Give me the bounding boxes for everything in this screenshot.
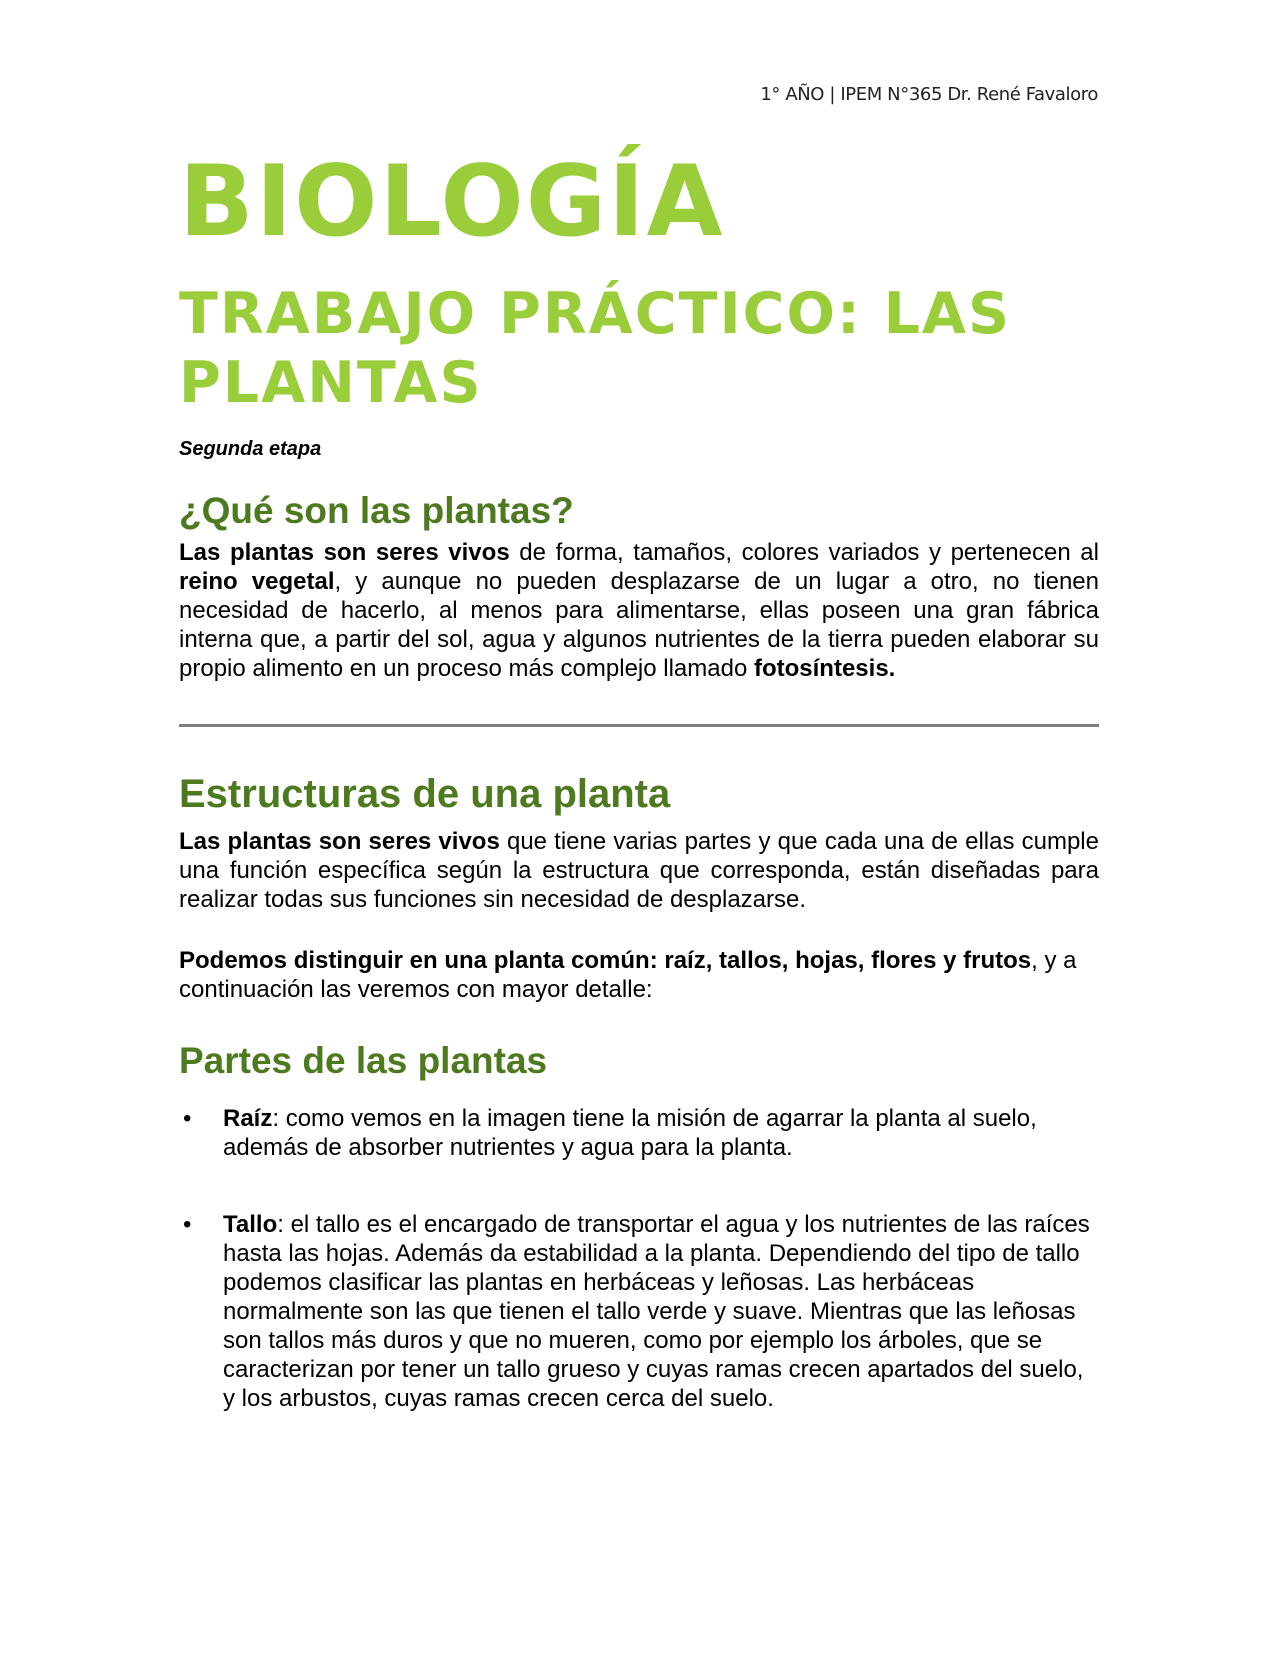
text: , y aunque no pueden desplazarse de un lugar a otro, no tienen necesidad de hacerlo, al menos para alimentarse, ellas poseen una gran fábrica interna que, a partir del sol, agua y algunos nutrientes de la tierra pueden elaborar su propio alimento en un proceso más complejo llamado bbox=[179, 568, 1099, 682]
text: de forma, tamaños, colores variados y pertenecen al bbox=[509, 539, 1099, 566]
bold-text: Podemos distinguir en una planta común: raíz, tallos, hojas, flores y frutos bbox=[179, 947, 1032, 974]
section-structures bbox=[179, 772, 1099, 1004]
term: Tallo bbox=[223, 1211, 278, 1238]
bold-text: reino vegetal bbox=[179, 568, 335, 595]
document-title: BIOLOGÍA bbox=[179, 145, 725, 259]
stage-label: Segunda etapa bbox=[179, 438, 322, 460]
text: que tiene varias partes y que cada una de ellas cumple una función específica según la estructura que corresponda, están diseñadas para realizar todas sus funciones sin necesidad de desplazarse. bbox=[179, 828, 1099, 913]
bold-text: Las plantas son seres vivos bbox=[179, 539, 510, 566]
text: , y a continuación las veremos con mayor detalle: bbox=[179, 947, 1077, 1003]
paragraph bbox=[179, 538, 1099, 683]
text: : el tallo es el encargado de transportar el agua y los nutrientes de las raíces hasta las hojas. Además da estabilidad a la planta. Dependiendo del tipo de tallo podemos clasificar las plantas en herbáceas y leñosas. Las herbáceas normalmente son las que tienen el tallo verde y suave. Mientras que las leñosas son tallos más duros y que no mueren, como por ejemplo los árboles, que se caracterizan por tener un tallo grueso y cuyas ramas crecen apartados del suelo, y los arbustos, cuyas ramas crecen cerca del suelo. bbox=[223, 1211, 1090, 1412]
section-heading: Estructuras de una planta bbox=[179, 772, 671, 816]
bold-text: fotosíntesis. bbox=[753, 655, 896, 682]
list-item bbox=[179, 1104, 1099, 1162]
section-plant-parts bbox=[179, 1040, 1099, 1413]
list-item bbox=[179, 1210, 1099, 1413]
bold-text: Las plantas son seres vivos bbox=[179, 828, 500, 855]
section-heading: ¿Qué son las plantas? bbox=[179, 490, 574, 531]
text: : como vemos en la imagen tiene la misión de agarrar la planta al suelo, además de absorber nutrientes y agua para la planta. bbox=[223, 1105, 1037, 1161]
paragraph bbox=[179, 827, 1099, 914]
parts-list bbox=[179, 1104, 1099, 1413]
section-what-are-plants bbox=[179, 490, 1099, 683]
term: Raíz bbox=[223, 1105, 273, 1132]
document-subtitle: TRABAJO PRÁCTICO: LAS PLANTAS bbox=[179, 281, 1012, 416]
paragraph bbox=[179, 946, 1099, 1004]
section-heading: Partes de las plantas bbox=[179, 1040, 548, 1081]
horizontal-rule bbox=[179, 724, 1099, 727]
page-header: 1° AÑO | IPEM N°365 Dr. René Favaloro bbox=[760, 84, 1098, 105]
